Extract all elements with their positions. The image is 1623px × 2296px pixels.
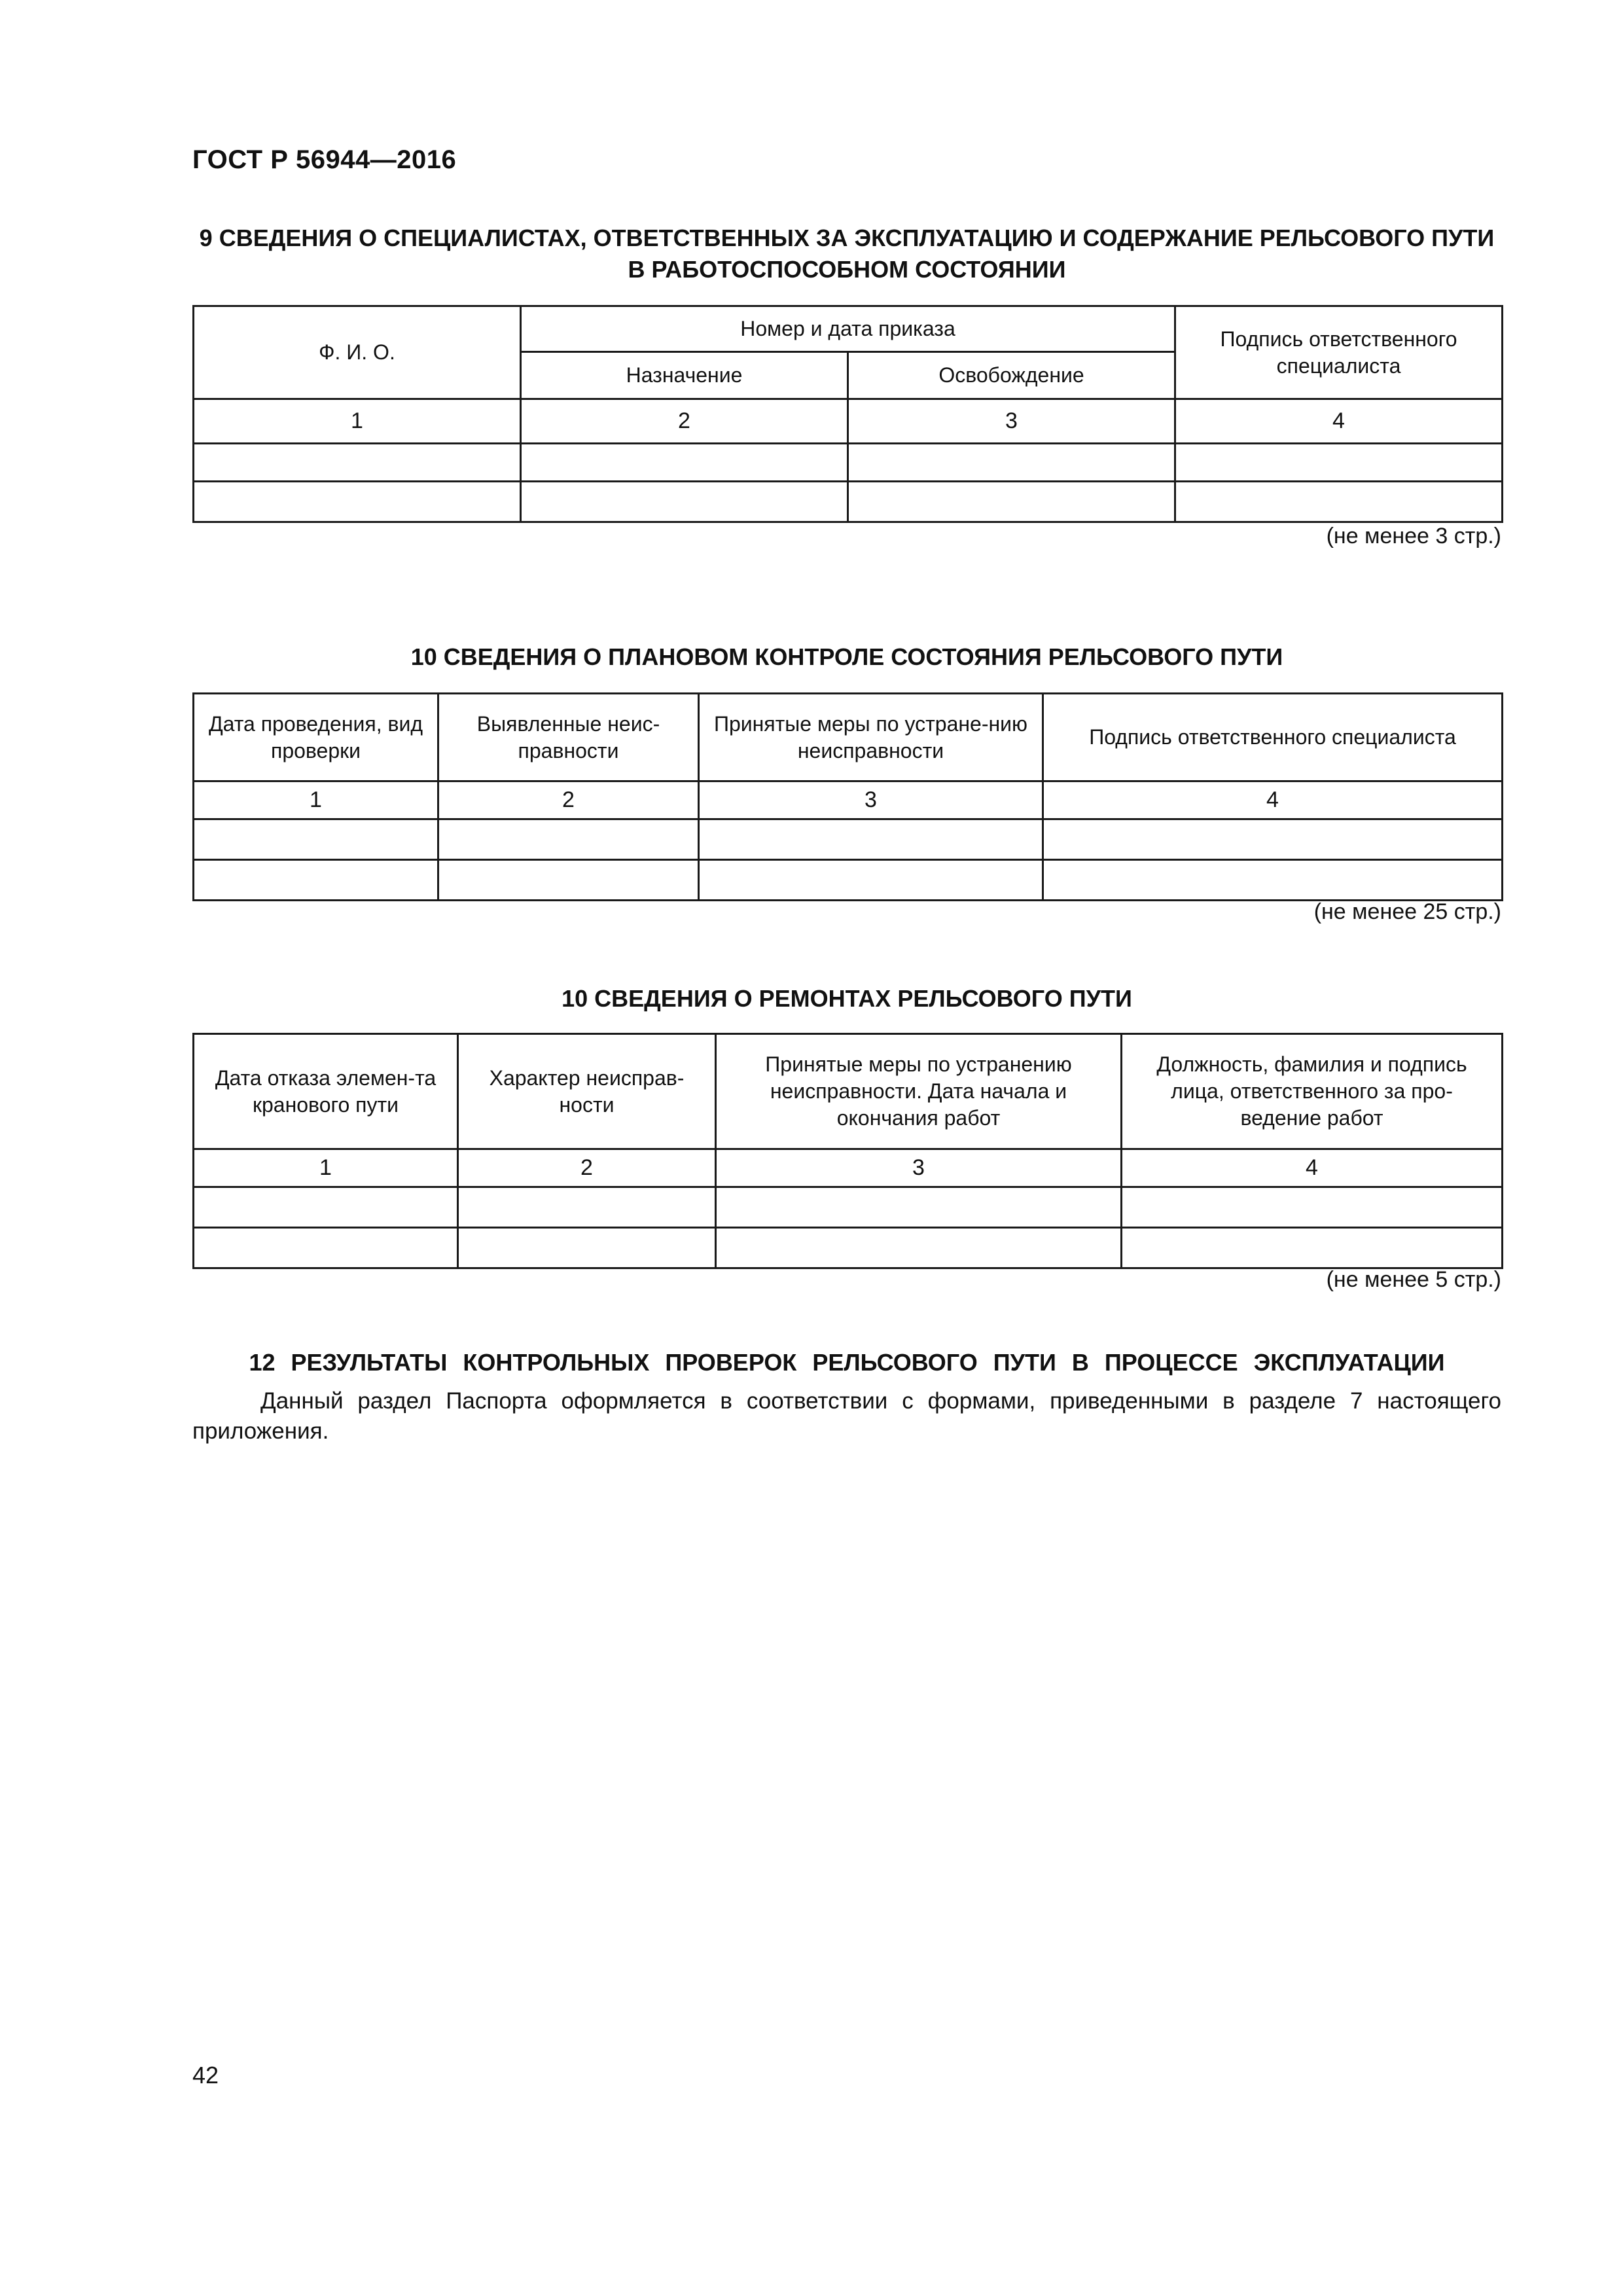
table-row (194, 1187, 1503, 1228)
empty-cell (848, 482, 1175, 522)
table-row (194, 482, 1503, 522)
section-9-title: 9 СВЕДЕНИЯ О СПЕЦИАЛИСТАХ, ОТВЕТСТВЕННЫХ ЗА ЭКСПЛУАТАЦИЮ И СОДЕРЖАНИЕ РЕЛЬСОВОГО ПУТИ В РАБОТОСПОСОБНОМ СОСТОЯНИИ (199, 224, 1495, 283)
table-row-numbers (194, 399, 1503, 444)
header-order-group: Номер и дата приказа (521, 306, 1175, 352)
empty-cell (458, 1187, 716, 1228)
column-number: 3 (699, 781, 1043, 819)
column-number: 3 (716, 1149, 1122, 1187)
section-9-row-count-note: (не менее 3 стр.) (1326, 524, 1501, 548)
section-12-paragraph: Данный раздел Паспорта оформляется в соответствии с формами, приведенными в разделе 7 настоящего приложения. (192, 1388, 1501, 1444)
section-12-title: 12 РЕЗУЛЬТАТЫ КОНТРОЛЬНЫХ ПРОВЕРОК РЕЛЬСОВОГО ПУТИ В ПРОЦЕССЕ ЭКСПЛУАТАЦИИ (249, 1349, 1445, 1376)
empty-cell (1122, 1228, 1503, 1268)
empty-cell (1043, 819, 1503, 860)
header-fault-nature: Характер неисправ-ности (458, 1034, 716, 1149)
empty-cell (848, 444, 1175, 482)
empty-cell (716, 1228, 1122, 1268)
table-row (194, 1228, 1503, 1268)
empty-cell (1175, 444, 1503, 482)
section-10-repairs-row-count-note: (не менее 5 стр.) (1326, 1267, 1501, 1292)
table-row-numbers (194, 1149, 1503, 1187)
column-number: 1 (194, 399, 521, 444)
empty-cell (699, 819, 1043, 860)
table-row (194, 444, 1503, 482)
header-signature: Подпись ответственного специалиста (1043, 694, 1503, 781)
document-code-header: ГОСТ Р 56944—2016 (192, 145, 457, 174)
section-10-control-row-count-note: (не менее 25 стр.) (1313, 899, 1501, 924)
column-number: 2 (458, 1149, 716, 1187)
header-failure-date: Дата отказа элемен-та кранового пути (194, 1034, 458, 1149)
empty-cell (194, 444, 521, 482)
empty-cell (1122, 1187, 1503, 1228)
column-number: 2 (521, 399, 848, 444)
empty-cell (194, 860, 438, 901)
header-date-check-type: Дата проведения, вид проверки (194, 694, 438, 781)
empty-cell (194, 819, 438, 860)
empty-cell (521, 444, 848, 482)
column-number: 4 (1175, 399, 1503, 444)
empty-cell (699, 860, 1043, 901)
table-row (194, 860, 1503, 901)
empty-cell (716, 1187, 1122, 1228)
table-row (194, 819, 1503, 860)
header-measures-dates: Принятые меры по устранению неисправности. Дата начала и окончания работ (716, 1034, 1122, 1149)
section-10-repairs-title: 10 СВЕДЕНИЯ О РЕМОНТАХ РЕЛЬСОВОГО ПУТИ (562, 985, 1132, 1012)
section-10-control-title: 10 СВЕДЕНИЯ О ПЛАНОВОМ КОНТРОЛЕ СОСТОЯНИЯ РЕЛЬСОВОГО ПУТИ (410, 643, 1283, 670)
empty-cell (438, 819, 699, 860)
empty-cell (438, 860, 699, 901)
header-measures-taken: Принятые меры по устране-нию неисправности (699, 694, 1043, 781)
header-release: Освобождение (848, 352, 1175, 399)
empty-cell (194, 1228, 458, 1268)
column-number: 3 (848, 399, 1175, 444)
empty-cell (521, 482, 848, 522)
page-number: 42 (192, 2062, 219, 2089)
empty-cell (1175, 482, 1503, 522)
table-row-numbers (194, 781, 1503, 819)
specialists-table (192, 305, 1503, 523)
header-responsible-person: Должность, фамилия и подпись лица, ответственного за про-ведение работ (1122, 1034, 1503, 1149)
repairs-table (192, 1033, 1503, 1269)
empty-cell (194, 1187, 458, 1228)
column-number: 2 (438, 781, 699, 819)
column-number: 1 (194, 1149, 458, 1187)
column-number: 4 (1122, 1149, 1503, 1187)
column-number: 1 (194, 781, 438, 819)
planned-control-table (192, 692, 1503, 901)
header-fio: Ф. И. О. (194, 306, 521, 399)
empty-cell (458, 1228, 716, 1268)
header-assign: Назначение (521, 352, 848, 399)
empty-cell (1043, 860, 1503, 901)
empty-cell (194, 482, 521, 522)
column-number: 4 (1043, 781, 1503, 819)
header-signature: Подпись ответственного специалиста (1175, 306, 1503, 399)
header-found-faults: Выявленные неис-правности (438, 694, 699, 781)
